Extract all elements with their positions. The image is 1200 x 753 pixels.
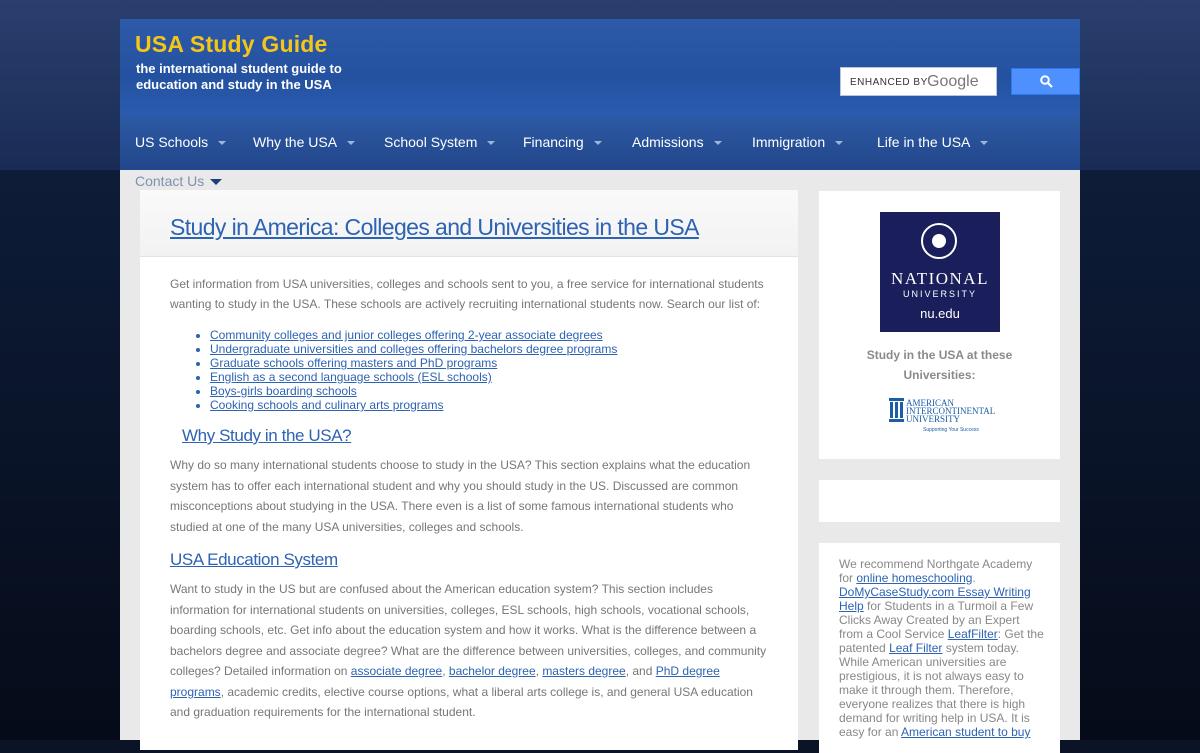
intro-text: Get information from USA universities, colleges and schools sent to you, a free service for international students wanting to study in the USA. These schools are actively recruiting international students now. Search our list of:: [170, 277, 764, 311]
list-item: [210, 328, 617, 342]
phd-degree-link[interactable]: PhD degree programs: [170, 664, 720, 699]
separator-text: ,: [535, 664, 539, 678]
search-icon: [1040, 75, 1053, 88]
school-link[interactable]: Boys-girls boarding schools: [210, 384, 357, 398]
page-title[interactable]: Study in America: Colleges and Universities in the USA: [170, 214, 699, 240]
nav-label: School System: [384, 134, 478, 150]
nav-label: Life in the USA: [877, 134, 971, 150]
chevron-down-icon: [980, 141, 988, 145]
list-item: [210, 398, 617, 412]
sidebar-empty-panel: [819, 480, 1060, 522]
chevron-down-icon: [218, 141, 226, 145]
main-content: [140, 190, 798, 750]
education-text-part: Want to study in the US but are confused about the American education system? This section includes information for international students on universities, colleges, ESL schools, high schools, vocational schools, boarding schools, etc. Get info about the education system and how it works. What is the difference between a bachelors degree and associate degree? What are the difference between universities, colleges, and community colleges? Detailed information on: [170, 582, 767, 678]
aiu-tagline: Supporting Your Success: [923, 427, 979, 433]
list-item: [210, 342, 617, 356]
recommend-text-part: We recommend Northgate Academy for: [839, 557, 1033, 585]
chevron-down-icon: [347, 141, 355, 145]
nu-name: NATIONAL: [891, 269, 989, 288]
why-study-text: Why do so many international students choose to study in the USA? This section explains what the education system has to offer each international student and why you should study in the US. Discussed are common misconceptions about studying in the USA. There even is a list of some famous international students who studied at one of the many USA universities, colleges and schools.: [170, 458, 751, 534]
separator-text: , and: [625, 664, 653, 678]
nav-item-us-schools[interactable]: [135, 134, 226, 150]
nav-item-immigration[interactable]: [752, 134, 843, 150]
sidebar-universities-panel: [819, 191, 1060, 459]
university-seal-icon: [921, 223, 957, 259]
list-item: [210, 356, 617, 370]
separator-text: ,: [442, 664, 446, 678]
school-links-list: [190, 328, 617, 412]
sidebar-caption: Study in the USA at these Universities:: [866, 348, 1013, 382]
nav-label: Why the USA: [253, 134, 338, 150]
nav-item-admissions[interactable]: [632, 134, 722, 150]
education-system-heading[interactable]: USA Education System: [170, 550, 338, 569]
nav-label: US Schools: [135, 134, 209, 150]
school-link[interactable]: Undergraduate universities and colleges offering bachelors degree programs: [210, 342, 618, 356]
recommend-text-part: .: [972, 571, 976, 585]
chevron-down-icon: [210, 179, 222, 185]
masters-degree-link[interactable]: masters degree: [542, 664, 626, 678]
aiu-name-line: AMERICAN: [906, 398, 955, 408]
nu-url: nu.edu: [920, 306, 960, 321]
aiu-name-line: INTERCONTINENTAL: [906, 406, 996, 416]
national-university-logo[interactable]: [880, 212, 1000, 332]
search-enhanced-label: ENHANCED BY: [850, 77, 928, 88]
nav-label: Admissions: [632, 134, 704, 150]
school-link[interactable]: Cooking schools and culinary arts programs: [210, 398, 444, 412]
search-button[interactable]: [1011, 68, 1080, 95]
list-item: [210, 370, 617, 384]
google-logo: Google: [927, 73, 979, 90]
essay-writing-link[interactable]: DoMyCaseStudy.com Essay Writing Help: [839, 585, 1031, 613]
nav-item-school-system[interactable]: [384, 134, 495, 150]
sidebar-recommend-panel: [819, 543, 1060, 753]
school-link[interactable]: Community colleges and junior colleges offering 2-year associate degrees: [210, 328, 603, 342]
site-header: [120, 19, 1080, 115]
aiu-logo[interactable]: [889, 396, 994, 434]
chevron-down-icon: [594, 141, 602, 145]
school-link[interactable]: English as a second language schools (ESL schools): [210, 370, 492, 384]
page-content: [120, 170, 1080, 740]
chevron-down-icon: [714, 141, 722, 145]
school-link[interactable]: Graduate schools offering masters and PhD programs: [210, 356, 498, 370]
aiu-name: [906, 399, 995, 423]
title-bar: [140, 190, 798, 257]
nav-label: Financing: [523, 134, 584, 150]
leaffilter-link[interactable]: LeafFilter: [947, 627, 998, 641]
list-item: [210, 384, 617, 398]
recommend-text: [839, 557, 1044, 739]
nav-label: Contact Us: [135, 173, 205, 189]
associate-degree-link[interactable]: associate degree: [350, 664, 443, 678]
homeschooling-link[interactable]: online homeschooling: [856, 571, 973, 585]
recommend-text-part: system today. While American universities are prestigious, it is not always easy to make it through them. Therefore, everyone realizes that there is high demand for writing help in USA. It is easy for an: [839, 641, 1030, 739]
nu-sub: UNIVERSITY: [902, 289, 977, 299]
column-building-icon: [889, 398, 904, 422]
chevron-down-icon: [835, 141, 843, 145]
nav-item-life-in-the-usa[interactable]: [877, 134, 988, 150]
education-text-part: , academic credits, elective course options, what a liberal arts college is, and general USA education and graduation requirements for the international student.: [170, 684, 753, 719]
bachelor-degree-link[interactable]: bachelor degree: [448, 664, 536, 678]
why-study-heading[interactable]: Why Study in the USA?: [182, 426, 352, 445]
nav-label: Immigration: [752, 134, 826, 150]
leaf-filter-link[interactable]: Leaf Filter: [889, 641, 943, 655]
main-nav: [120, 115, 1080, 170]
search-input[interactable]: [840, 67, 997, 96]
aiu-name-line: UNIVERSITY: [906, 414, 960, 424]
american-student-link[interactable]: American student to buy: [901, 725, 1031, 739]
site-tagline: the international student guide to education and study in the USA: [136, 61, 342, 92]
nav-item-why-the-usa[interactable]: [253, 134, 355, 150]
nav-item-contact-us[interactable]: [135, 173, 222, 189]
education-system-text: [170, 579, 770, 723]
nav-item-financing[interactable]: [523, 134, 602, 150]
recommend-text-part: : Get the patented: [839, 627, 1044, 655]
recommend-text-part: for Students in a Turmoil a Few Clicks Away Created by an Expert from a Cool Service: [839, 599, 1034, 641]
site-title[interactable]: USA Study Guide: [135, 31, 328, 57]
chevron-down-icon: [487, 141, 495, 145]
site-wrapper: [120, 19, 1080, 740]
